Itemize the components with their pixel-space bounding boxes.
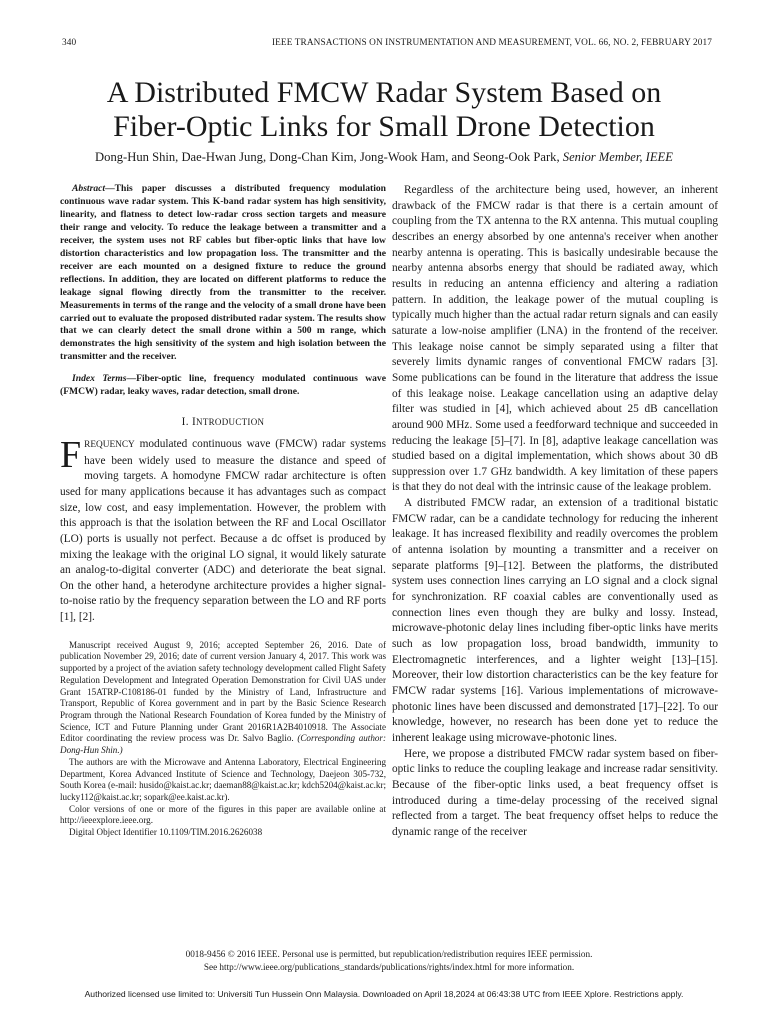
page-number: 340 xyxy=(62,38,77,48)
index-terms: Index Terms—Fiber-optic line, frequency modulated continuous wave (FMCW) radar, leaky waves, radar detection, small drone. xyxy=(60,373,386,398)
copyright-line-2: See http://www.ieee.org/publications_standards/publications/rights/index.html for more information. xyxy=(203,961,575,972)
footnote-affiliation: The authors are with the Microwave and Antenna Laboratory, Electrical Engineering Department, Korea Advanced Institute of Science and Technology, Daejeon 305-732, South Korea (e-mail: husido@kaist.ac.kr; daeman88@kaist.ac.kr; kdch5204@kaist.ac.kr; lucky112@kaist.ac.kr; sopark@ee.kaist.ac.kr). xyxy=(60,756,386,802)
authorized-use-notice: Authorized licensed use limited to: Universiti Tun Hussein Onn Malaysia. Downloaded on April 18,2024 at 06:43:38 UTC from IEEE Xplore. Restrictions apply. xyxy=(84,989,684,999)
author-list xyxy=(30,150,738,165)
first-word-rest: REQUENCY xyxy=(84,439,135,450)
body-paragraph-3: Here, we propose a distributed FMCW radar system based on fiber-optic links to reduce the coupling leakage and increase radar sensitivity. Because of the fiber-optic links used, a beat frequency offset is introduced during a time-delay processing of the received signal reflected from a target. The beat frequency offset helps to reduce the dynamic range of the receiver xyxy=(392,747,718,838)
body-paragraph-2: A distributed FMCW radar, an extension of a traditional bistatic FMCW radar, can be a candidate technology for reducing the inherent leakage. It has increased flexibility and readily overcomes the problem of antenna isolation by mounting a transmitter and a receiver on separate platforms [9]–[12]. Between the platforms, the distributed system uses connection lines carrying an LO signal and a clock signal for synchronization. RF coaxial cables are conventionally used as connection lines even though they are bulky and lossy. Instead, microwave-photonic delay lines including fiber-optic links have merits such as low propagation loss, broad bandwidth, immunity to Electromagnetic interferences, and a lighter weight [13]–[15]. Moreover, their low distortion characteristics can be the key feature for FMCW radar systems [16]. Various implementations of microwave-photonic lines have been discussed and demonstrated [17]–[22]. To our knowledge, however, no research has been done yet to reduce the inherent leakage using microwave-photonic lines. xyxy=(392,497,718,744)
left-column xyxy=(60,183,386,839)
paper-title xyxy=(40,76,728,144)
footnotes xyxy=(60,640,386,839)
footnote-manuscript-text: Manuscript received August 9, 2016; accepted September 26, 2016. Date of publication November 29, 2016; date of current version January 4, 2017. This work was supported by a project of the aviation safety technology development called Flight Safety Regulation Development and Integrated Operation Demonstration for Civil UAS under Grant 15ATRP-C108186-01 funded by the Ministry of Land, Infrastructure and Transport, Republic of Korea government and in part by the Basic Science Research Program through the National Research Foundation of Korea funded by the Ministry of Science, ICT and Future Planning under Grant 2016R1A2B4010918. The Associate Editor coordinating the review process was Dr. Salvo Baglio. xyxy=(60,639,386,744)
body-paragraph-1: Regardless of the architecture being used, however, an inherent drawback of the FMCW radar is that there is a certain amount of coupling from the TX antenna to the RX antenna. This mutual coupling describes an energy absorbed by one antenna's receiver when another nearby antenna is operating. This is basically undesirable because the nearby antenna absorbs energy that should be radiated away, which results in reducing an antenna efficiency and altering a radiation pattern. In addition, the leakage power of the mutual coupling is typically much higher than the actual radar return signals and can easily saturate a low-noise amplifier (LNA) in the frontend of the receiver. This leakage noise cannot be simply separated using a filter that severely limits dynamic ranges of conventional FMCW radars [3]. Some publications can be found in the literature that address the issue of this leakage noise. Leakage cancellation using an adaptive delay filter was studied in [4], which achieved about 25 dB cancellation around 900 MHz. Some used a feedforward technique and succeeded in reducing the leakage [5]–[7]. In [8], adaptive leakage cancellation was studied based on a digital implementation, which shows about 30 dB suppression over 1.7 GHz bandwidth. A key limitation of these papers is that they do not deal with the intrinsic cause of the leakage problem. xyxy=(392,184,718,494)
section-numeral: I. xyxy=(181,416,189,429)
section-heading xyxy=(60,415,386,431)
footnote-color: Color versions of one or more of the figures in this paper are available online at http://ieeexplore.ieee.org. xyxy=(60,803,386,826)
copyright-notice xyxy=(60,948,718,973)
intro-text: modulated continuous wave (FMCW) radar systems have been widely used to measure the distance and speed of moving targets. A homodyne FMCW radar architecture is often used for many applications because it has advantages such as compact size, low cost, and easy implementation. However, the problem with this approach is that the isolation between the RF and Local Oscillator (LO) ports is usually not perfect. Because a dc offset is produced by mixing the leakage with the original LO signal, it would likely saturate an analog-to-digital converter (ADC) and deteriorate the beat signal. On the other hand, a heterodyne architecture provides a higher signal-to-noise ratio by the frequency separation between the LO and RF ports [1], [2]. xyxy=(60,437,387,624)
right-column xyxy=(392,183,718,841)
footnote-doi: Digital Object Identifier 10.1109/TIM.2016.2626038 xyxy=(69,827,263,838)
author-grade: Senior Member, IEEE xyxy=(562,150,673,164)
section-title-rest: NTRODUCTION xyxy=(196,417,265,428)
section-title-initial: I xyxy=(191,416,197,429)
intro-paragraph xyxy=(60,433,387,626)
drop-cap: F xyxy=(60,433,82,476)
abstract-label: Abstract xyxy=(72,183,106,194)
journal-name: IEEE TRANSACTIONS ON INSTRUMENTATION AND MEASUREMENT, VOL. 66, NO. 2, FEBRUARY 2017 xyxy=(271,38,712,48)
title-line-2: Fiber-Optic Links for Small Drone Detection xyxy=(113,110,655,143)
index-terms-label: Index Terms xyxy=(72,373,127,385)
footnote-manuscript xyxy=(60,640,386,757)
corresponding-author: (Corresponding author: Dong-Hun Shin.) xyxy=(60,733,386,756)
abstract: Abstract—This paper discusses a distributed frequency modulation continuous wave radar system. This K-band radar system has high sensitivity, linearity, and flatness to detect low-radar cross section targets and measure their range and velocity. To reduce the leakage between a transmitter and a receiver, the system uses not RF cables but fiber-optic links that have low distortion characteristics and low propagation loss. The transmitter and the receiver are each mounted on a designed fixture to reduce the ground reflections. In addition, they are located on different platforms to reduce the leakage signal flowing directly from the transmitter to the receiver. Measurements in terms of the range and the velocity of a small drone have been carried out to evaluate the proposed distributed radar system. The results show that we can clearly detect the small drone within a 500 m range, which demonstrates the high sensitivity of the system and high isolation between the transmitter and the receiver. xyxy=(60,183,386,363)
copyright-line-1: 0018-9456 © 2016 IEEE. Personal use is permitted, but republication/redistribution requires IEEE permission. xyxy=(185,949,593,959)
title-line-1: A Distributed FMCW Radar System Based on xyxy=(106,76,662,109)
index-terms-text: Fiber-optic line, frequency modulated continuous wave (FMCW) radar, leaky waves, radar detection, small drone. xyxy=(60,373,386,398)
abstract-text: This paper discusses a distributed frequency modulation continuous wave radar system. This K-band radar system has high sensitivity, linearity, and flatness to detect low-radar cross section targets and measure their range and velocity. To reduce the leakage between a transmitter and a receiver, the system uses not RF cables but fiber-optic links that have low distortion characteristics and low propagation loss. The transmitter and the receiver are each mounted on a designed fixture to reduce the ground reflections. In addition, they are located on different platforms to reduce the leakage signal flowing directly from the transmitter to the receiver. Measurements in terms of the range and the velocity of a small drone have been carried out to evaluate the proposed distributed radar system. The results show that we can clearly detect the small drone within a 500 m range, which demonstrates the high sensitivity of the system and high isolation between the transmitter and the receiver. xyxy=(60,183,386,363)
author-names: Dong-Hun Shin, Dae-Hwan Jung, Dong-Chan Kim, Jong-Wook Ham, and Seong-Ook Park, xyxy=(95,150,560,164)
